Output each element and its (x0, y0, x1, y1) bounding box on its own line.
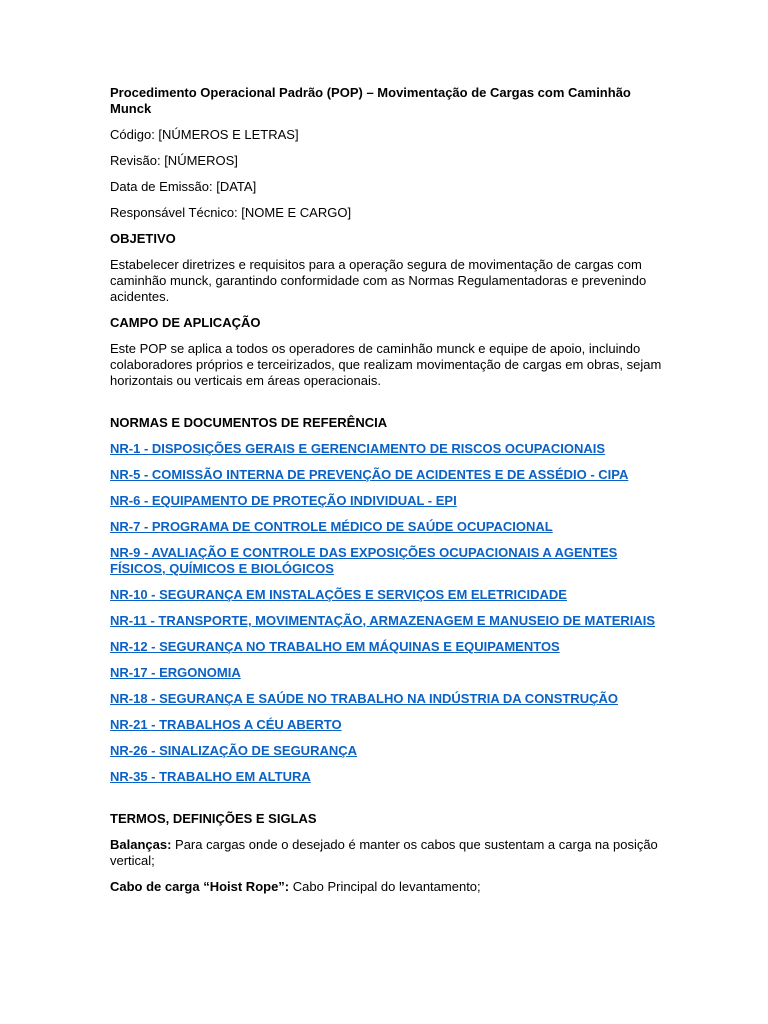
term-balancas (110, 837, 668, 869)
list-item (110, 769, 668, 785)
reference-link-nr12[interactable]: NR-12 - SEGURANÇA NO TRABALHO EM MÁQUINAS E EQUIPAMENTOS (110, 639, 560, 654)
reference-link-nr7[interactable]: NR-7 - PROGRAMA DE CONTROLE MÉDICO DE SAÚDE OCUPACIONAL (110, 519, 553, 534)
reference-link-nr35[interactable]: NR-35 - TRABALHO EM ALTURA (110, 769, 311, 784)
scope-heading: CAMPO DE APLICAÇÃO (110, 315, 261, 330)
list-item (110, 691, 668, 707)
meta-issue-date: Data de Emissão: [DATA] (110, 179, 257, 194)
objective-text: Estabelecer diretrizes e requisitos para a operação segura de movimentação de cargas com caminhão munck, garantindo conformidade com as Normas Regulamentadoras e prevenindo acidentes. (110, 257, 647, 304)
reference-link-nr10[interactable]: NR-10 - SEGURANÇA EM INSTALAÇÕES E SERVIÇOS EM ELETRICIDADE (110, 587, 567, 602)
reference-link-nr5[interactable]: NR-5 - COMISSÃO INTERNA DE PREVENÇÃO DE ACIDENTES E DE ASSÉDIO - CIPA (110, 467, 629, 482)
references-list (110, 441, 668, 785)
list-item (110, 613, 668, 629)
list-item (110, 665, 668, 681)
list-item (110, 493, 668, 509)
term-hoist-rope (110, 879, 668, 895)
reference-link-nr6[interactable]: NR-6 - EQUIPAMENTO DE PROTEÇÃO INDIVIDUAL - EPI (110, 493, 457, 508)
reference-link-nr26[interactable]: NR-26 - SINALIZAÇÃO DE SEGURANÇA (110, 743, 358, 758)
term-label: Balanças: (110, 837, 172, 852)
reference-link-nr1[interactable]: NR-1 - DISPOSIÇÕES GERAIS E GERENCIAMENTO DE RISCOS OCUPACIONAIS (110, 441, 606, 456)
objective-heading: OBJETIVO (110, 231, 176, 246)
spacer (110, 795, 668, 811)
terms-heading: TERMOS, DEFINIÇÕES E SIGLAS (110, 811, 317, 826)
meta-code: Código: [NÚMEROS E LETRAS] (110, 127, 299, 142)
references-heading: NORMAS E DOCUMENTOS DE REFERÊNCIA (110, 415, 388, 430)
list-item (110, 441, 668, 457)
list-item (110, 519, 668, 535)
list-item (110, 545, 668, 577)
list-item (110, 467, 668, 483)
meta-technical-responsible: Responsável Técnico: [NOME E CARGO] (110, 205, 352, 220)
list-item (110, 587, 668, 603)
term-definition: Cabo Principal do levantamento; (289, 879, 481, 894)
list-item (110, 639, 668, 655)
list-item (110, 717, 668, 733)
meta-revision: Revisão: [NÚMEROS] (110, 153, 238, 168)
reference-link-nr11[interactable]: NR-11 - TRANSPORTE, MOVIMENTAÇÃO, ARMAZENAGEM E MANUSEIO DE MATERIAIS (110, 613, 656, 628)
reference-link-nr9[interactable]: NR-9 - AVALIAÇÃO E CONTROLE DAS EXPOSIÇÕES OCUPACIONAIS A AGENTES FÍSICOS, QUÍMICOS E BIOLÓGICOS (110, 545, 618, 576)
term-label: Cabo de carga “Hoist Rope”: (110, 879, 290, 894)
document-title: Procedimento Operacional Padrão (POP) – Movimentação de Cargas com Caminhão Munck (110, 85, 631, 116)
reference-link-nr17[interactable]: NR-17 - ERGONOMIA (110, 665, 241, 680)
scope-text: Este POP se aplica a todos os operadores de caminhão munck e equipe de apoio, incluindo colaboradores próprios e terceirizados, que realizam movimentação de cargas em obras, sejam horizontais ou verticais em áreas operacionais. (110, 341, 662, 388)
list-item (110, 743, 668, 759)
spacer (110, 399, 668, 415)
reference-link-nr21[interactable]: NR-21 - TRABALHOS A CÉU ABERTO (110, 717, 342, 732)
reference-link-nr18[interactable]: NR-18 - SEGURANÇA E SAÚDE NO TRABALHO NA INDÚSTRIA DA CONSTRUÇÃO (110, 691, 618, 706)
term-definition: Para cargas onde o desejado é manter os cabos que sustentam a carga na posição vertical; (110, 837, 658, 868)
